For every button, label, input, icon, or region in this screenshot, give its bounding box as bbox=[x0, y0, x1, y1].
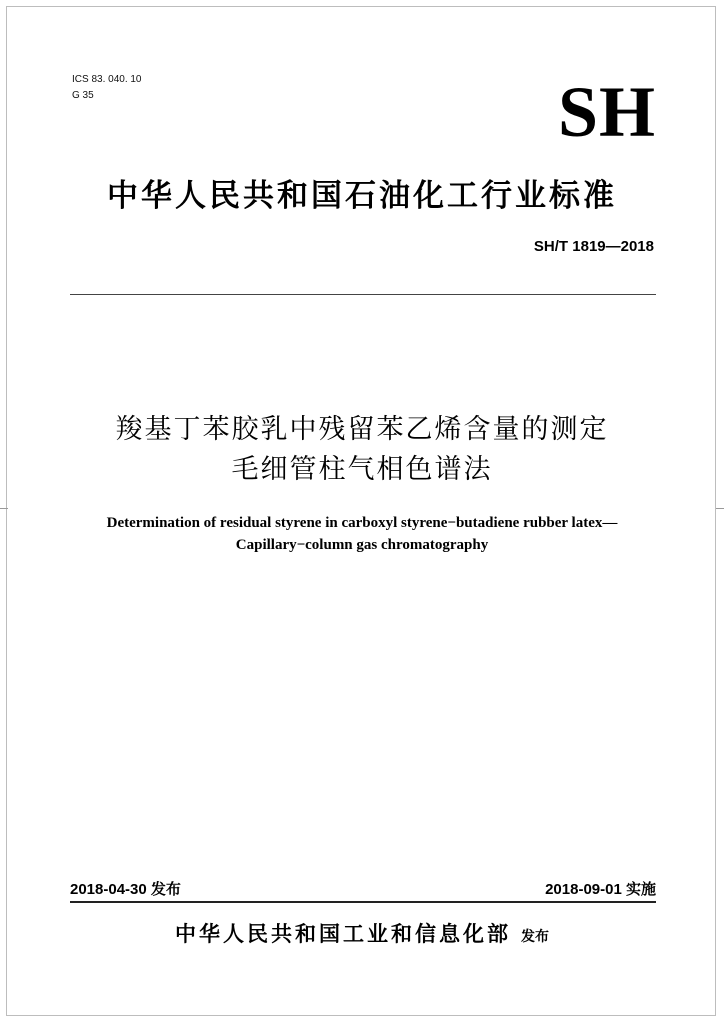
fold-mark-right bbox=[716, 508, 724, 509]
standard-number: SH/T 1819—2018 bbox=[533, 238, 654, 255]
chinese-title-line-1: 羧基丁苯胶乳中残留苯乙烯含量的测定 bbox=[115, 414, 609, 445]
implementation-date: 2018-09-01 实施 bbox=[545, 881, 656, 898]
english-title bbox=[0, 512, 724, 556]
fold-mark-left bbox=[0, 508, 8, 509]
issuer-line bbox=[0, 918, 724, 948]
classification-codes bbox=[72, 72, 142, 104]
ics-code: ICS 83. 040. 10 bbox=[72, 74, 142, 85]
english-title-line-2: Capillary−column gas chromatography bbox=[235, 537, 489, 553]
issue-date: 2018-04-30 发布 bbox=[70, 881, 181, 898]
page-frame bbox=[6, 6, 716, 1016]
english-title-line-1: Determination of residual styrene in carboxyl styrene−butadiene rubber latex— bbox=[106, 515, 618, 531]
issuer-suffix: 发布 bbox=[521, 929, 549, 945]
issuing-authority: 中华人民共和国工业和信息化部 bbox=[175, 922, 511, 946]
standard-code-logo: SH bbox=[557, 72, 656, 152]
chinese-title-line-2: 毛细管柱气相色谱法 bbox=[231, 454, 493, 485]
industry-standard-title: 中华人民共和国石油化工行业标准 bbox=[107, 178, 617, 214]
date-row bbox=[70, 878, 656, 900]
ccs-code: G 35 bbox=[72, 90, 94, 101]
chinese-title bbox=[0, 410, 724, 490]
header-divider bbox=[70, 294, 656, 295]
footer-divider bbox=[70, 901, 656, 903]
